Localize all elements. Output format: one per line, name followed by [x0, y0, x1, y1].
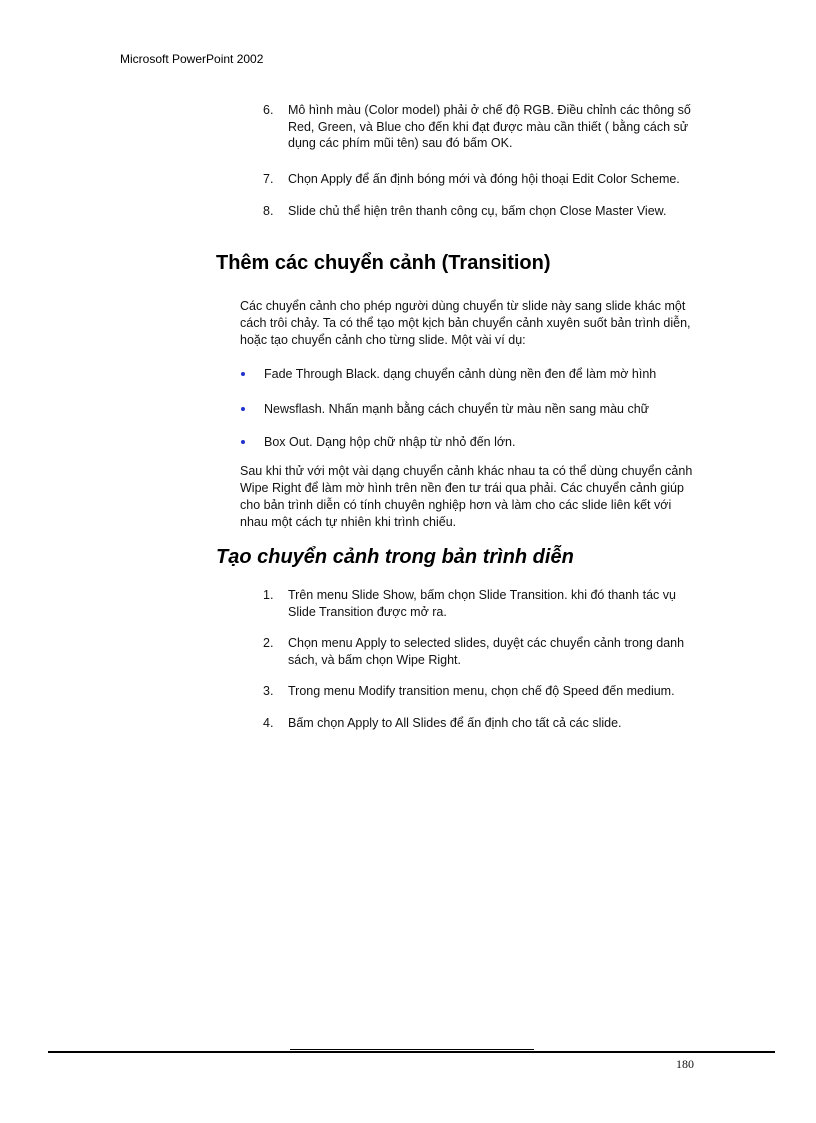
step-number: 7. — [263, 171, 274, 186]
bullet-icon — [241, 407, 245, 411]
step-number: 1. — [263, 588, 274, 602]
step-number: 4. — [263, 715, 274, 730]
transition-examples-list — [240, 366, 710, 451]
create-steps-list — [263, 587, 703, 731]
list-item — [263, 635, 703, 668]
transition-closing-paragraph: Sau khi thử với một vài dạng chuyển cảnh khác nhau ta có thể dùng chuyển cảnh Wipe Right để làm mờ hình trên nền đen tư trái qua phải. Các chuyển cảnh giúp cho bản trình diễn có tính chuyên nghiệp hơn và làm cho các slide liên kết với nhau một cách tự nhiên khi trình chiếu. — [240, 464, 693, 529]
transition-intro-paragraph: Các chuyển cảnh cho phép người dùng chuyển từ slide này sang slide khác một cách trôi chảy. Ta có thể tạo một kịch bản chuyển cảnh xuyên suốt bản trình diễn, hoặc tạo chuyển cảnh cho từng slide. Một vài ví dụ: — [240, 299, 691, 347]
step-text: Chọn menu Apply to selected slides, duyệt các chuyển cảnh trong danh sách, và bấm chọn Wipe Right. — [288, 636, 685, 667]
list-item — [240, 401, 710, 418]
list-item — [263, 715, 703, 732]
step-number: 3. — [263, 684, 274, 698]
list-item — [240, 366, 710, 383]
bullet-text: Box Out. Dạng hộp chữ nhập từ nhỏ đến lớn. — [264, 435, 516, 449]
step-text: Chọn Apply để ấn định bóng mới và đóng hội thoại Edit Color Scheme. — [288, 171, 680, 186]
section-heading-transition: Thêm các chuyển cảnh (Transition) — [216, 252, 551, 274]
footer-divider-accent — [290, 1049, 534, 1050]
list-item — [263, 587, 703, 620]
step-text: Slide chủ thể hiện trên thanh công cụ, bấm chọn Close Master View. — [288, 204, 667, 218]
step-number: 2. — [263, 636, 274, 650]
steps-top-list — [263, 102, 703, 220]
list-item — [263, 102, 703, 152]
list-item — [263, 171, 703, 188]
running-header: Microsoft PowerPoint 2002 — [120, 52, 264, 66]
bullet-icon — [241, 372, 245, 376]
bullet-icon — [241, 440, 245, 444]
list-item — [263, 203, 723, 220]
step-text: Trong menu Modify transition menu, chọn chế độ Speed đến medium. — [288, 684, 675, 698]
list-item — [263, 683, 703, 700]
bullet-text: Fade Through Black. dạng chuyển cảnh dùng nền đen để làm mờ hình — [264, 367, 657, 381]
page-number: 180 — [676, 1057, 694, 1071]
list-item — [240, 434, 710, 451]
section-heading-create: Tạo chuyển cảnh trong bản trình diễn — [216, 546, 574, 568]
step-text: Trên menu Slide Show, bấm chọn Slide Transition. khi đó thanh tác vụ Slide Transition được mở ra. — [288, 588, 676, 619]
step-number: 6. — [263, 103, 274, 117]
footer-divider — [48, 1051, 775, 1053]
step-text: Bấm chọn Apply to All Slides để ấn định cho tất cả các slide. — [288, 715, 622, 730]
step-text: Mô hình màu (Color model) phải ở chế độ RGB. Điều chỉnh các thông số Red, Green, và Blue cho đến khi đạt được màu cần thiết ( bằng cách sử dụng các phím mũi tên) sau đó bấm OK. — [288, 103, 691, 150]
bullet-text: Newsflash. Nhấn mạnh bằng cách chuyển từ màu nền sang màu chữ — [264, 401, 650, 416]
step-number: 8. — [263, 204, 274, 218]
